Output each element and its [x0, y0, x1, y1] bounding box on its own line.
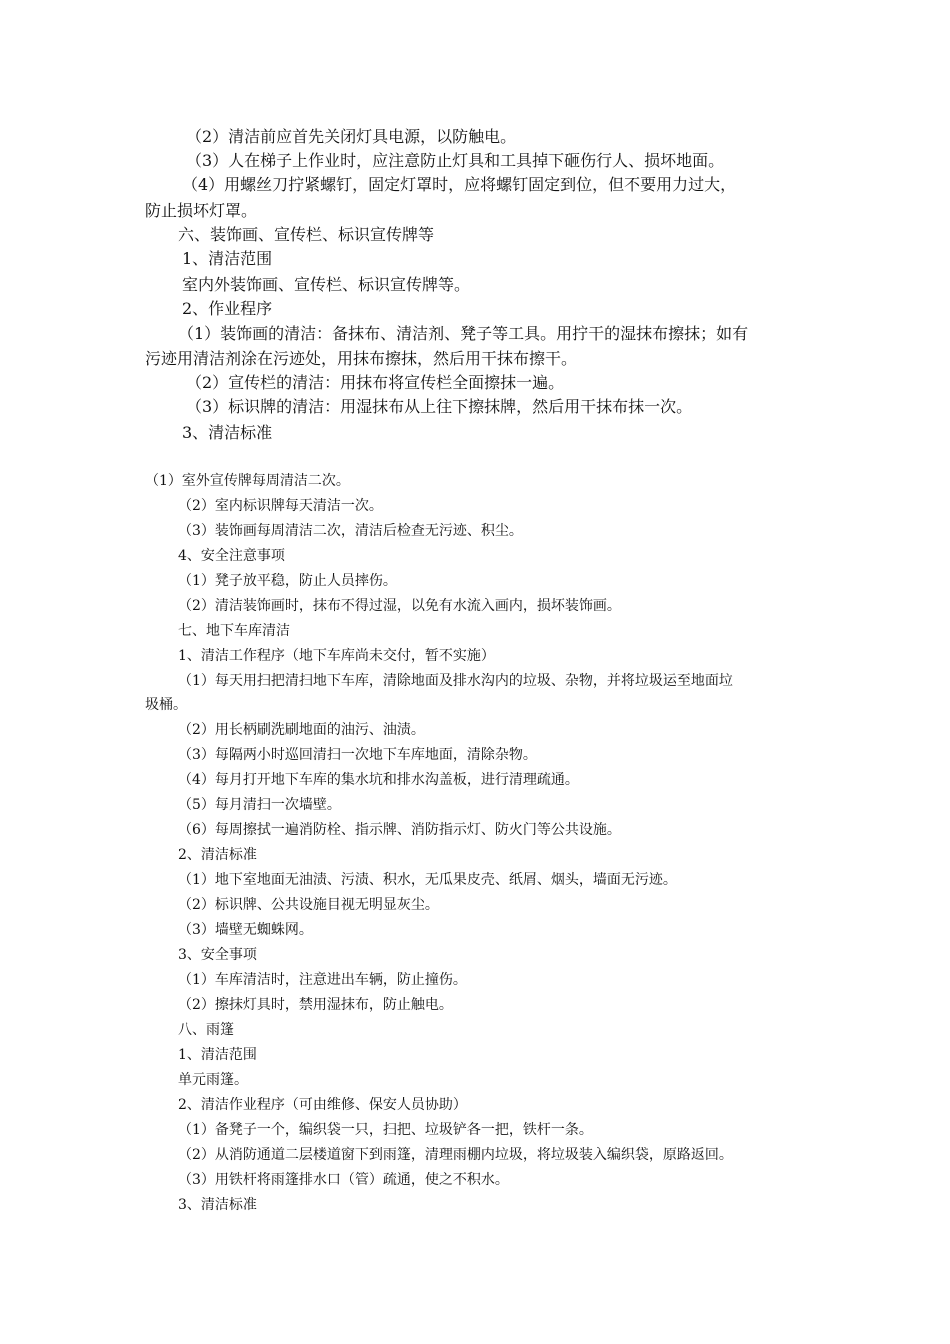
- paragraph-line: 室内外装饰画、宣传栏、标识宣传牌等。: [182, 275, 471, 294]
- paragraph-line: （2）清洁前应首先关闭灯具电源，以防触电。: [186, 127, 517, 146]
- subsection-heading: 2、作业程序: [182, 299, 273, 318]
- paragraph-line: （3）人在梯子上作业时，应注意防止灯具和工具掉下砸伤行人、损坏地面。: [186, 151, 725, 170]
- paragraph-line: 污迹用清洁剂涂在污迹处，用抹布擦抹，然后用干抹布擦干。: [145, 349, 578, 368]
- subsection-heading: 1、清洁范围: [182, 249, 273, 268]
- paragraph-line: （1）每天用扫把清扫地下车库，清除地面及排水沟内的垃圾、杂物，并将垃圾运至地面垃: [178, 673, 733, 689]
- paragraph-line: （1）车库清洁时，注意进出车辆，防止撞伤。: [178, 972, 467, 988]
- subsection-heading: 1、清洁范围: [178, 1047, 257, 1063]
- paragraph-line: （2）宣传栏的清洁：用抹布将宣传栏全面擦抹一遍。: [186, 373, 565, 392]
- paragraph-line: （4）用螺丝刀拧紧螺钉，固定灯罩时，应将螺钉固定到位，但不要用力过大，: [182, 175, 737, 194]
- subsection-heading: 1、清洁工作程序（地下车库尚未交付，暂不实施）: [178, 648, 495, 664]
- paragraph-line: （3）用铁杆将雨篷排水口（管）疏通，使之不积水。: [178, 1172, 509, 1188]
- paragraph-line: （2）标识牌、公共设施目视无明显灰尘。: [178, 897, 439, 913]
- section-heading: 六、装饰画、宣传栏、标识宣传牌等: [178, 225, 435, 244]
- paragraph-line: （2）擦抹灯具时，禁用湿抹布，防止触电。: [178, 997, 453, 1013]
- section-heading: 八、雨篷: [178, 1022, 234, 1038]
- paragraph-line: （1）装饰画的清洁：备抹布、清洁剂、凳子等工具。用拧干的湿抹布擦抹；如有: [178, 324, 749, 343]
- paragraph-line: （2）室内标识牌每天清洁一次。: [178, 498, 383, 514]
- paragraph-line: （3）装饰画每周清洁二次，清洁后检查无污迹、积尘。: [178, 523, 523, 539]
- paragraph-line: （3）每隔两小时巡回清扫一次地下车库地面，清除杂物。: [178, 747, 537, 763]
- paragraph-line: （5）每月清扫一次墙壁。: [178, 797, 341, 813]
- paragraph-line: （3）标识牌的清洁：用湿抹布从上往下擦抹牌，然后用干抹布抹一次。: [186, 397, 693, 416]
- paragraph-line: （2）用长柄刷洗刷地面的油污、油渍。: [178, 722, 425, 738]
- paragraph-line: （1）备凳子一个，编织袋一只，扫把、垃圾铲各一把，铁杆一条。: [178, 1122, 593, 1138]
- paragraph-line: （2）清洁装饰画时，抹布不得过湿，以免有水流入画内，损坏装饰画。: [178, 598, 621, 614]
- paragraph-line: 圾桶。: [145, 697, 187, 713]
- paragraph-line: （6）每周擦拭一遍消防栓、指示牌、消防指示灯、防火门等公共设施。: [178, 822, 621, 838]
- paragraph-line: （3）墙壁无蜘蛛网。: [178, 922, 313, 938]
- subsection-heading: 3、清洁标准: [178, 1197, 257, 1213]
- subsection-heading: 3、清洁标准: [182, 423, 273, 442]
- subsection-heading: 3、安全事项: [178, 947, 257, 963]
- section-heading: 七、地下车库清洁: [178, 623, 290, 639]
- subsection-heading: 4、安全注意事项: [178, 548, 285, 564]
- paragraph-line: 防止损坏灯罩。: [145, 201, 258, 220]
- subsection-heading: 2、清洁作业程序（可由维修、保安人员协助）: [178, 1097, 467, 1113]
- paragraph-line: 单元雨篷。: [178, 1072, 248, 1088]
- paragraph-line: （1）地下室地面无油渍、污渍、积水，无瓜果皮壳、纸屑、烟头，墙面无污迹。: [178, 872, 677, 888]
- paragraph-line: （4）每月打开地下车库的集水坑和排水沟盖板，进行清理疏通。: [178, 772, 579, 788]
- paragraph-line: （1）凳子放平稳，防止人员摔伤。: [178, 573, 397, 589]
- paragraph-line: （1）室外宣传牌每周清洁二次。: [145, 473, 350, 489]
- subsection-heading: 2、清洁标准: [178, 847, 257, 863]
- paragraph-line: （2）从消防通道二层楼道窗下到雨篷，清理雨棚内垃圾，将垃圾装入编织袋，原路返回。: [178, 1147, 733, 1163]
